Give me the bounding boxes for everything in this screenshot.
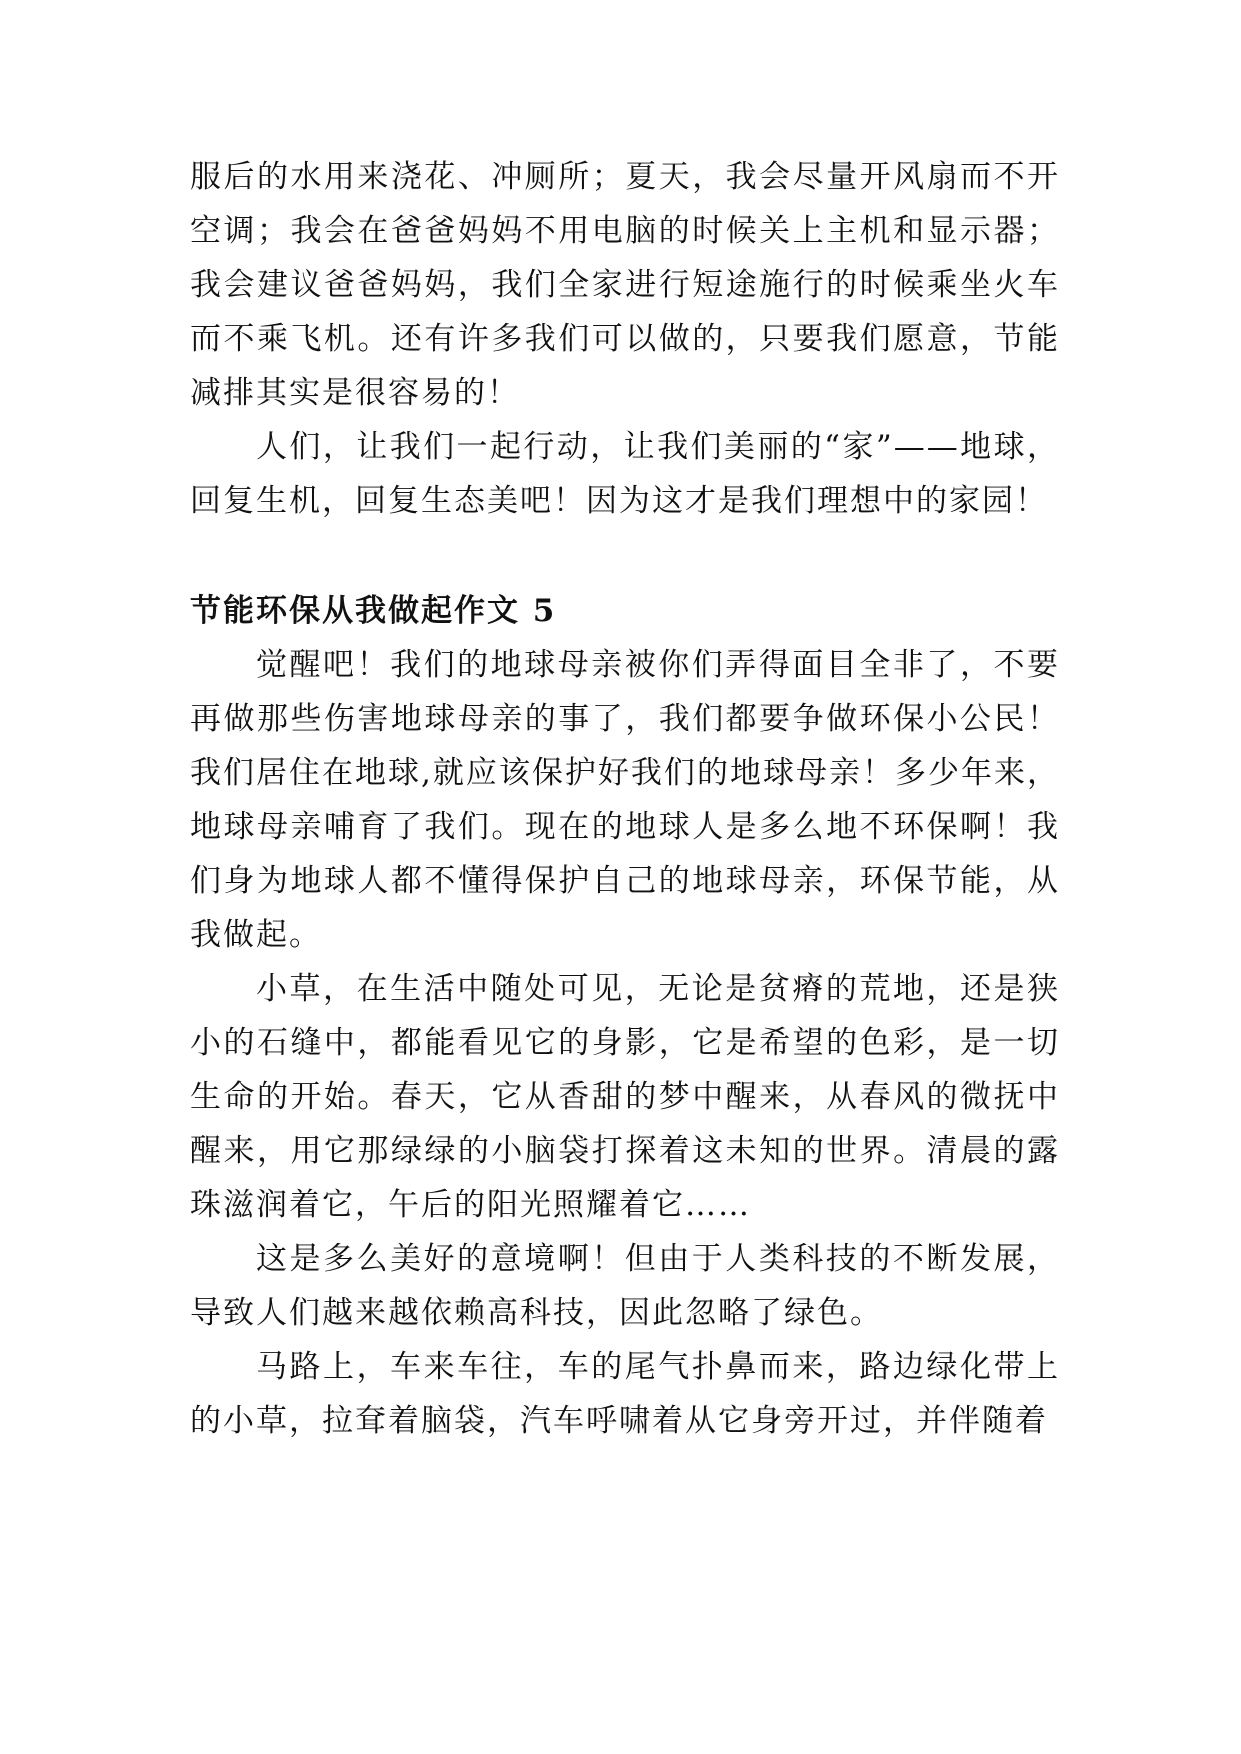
paragraph-technology: 这是多么美好的意境啊！但由于人类科技的不断发展，导致人们越来越依赖高科技，因此忽略了绿色。 xyxy=(190,1241,1060,1331)
paragraph-grass: 小草，在生活中随处可见，无论是贫瘠的荒地，还是狭小的石缝中，都能看见它的身影，它是希望的色彩，是一切生命的开始。春天，它从香甜的梦中醒来，从春风的微抚中醒来，用它那绿绿的小脑袋打探着这未知的世界。清晨的露珠滋润着它，午后的阳光照耀着它…… xyxy=(190,971,1060,1223)
paragraph-continued: 服后的水用来浇花、冲厕所；夏天，我会尽量开风扇而不开空调；我会在爸爸妈妈不用电脑的时候关上主机和显示器；我会建议爸爸妈妈，我们全家进行短途施行的时候乘坐火车而不乘飞机。还有许多我们可以做的，只要我们愿意，节能减排其实是很容易的！ xyxy=(190,159,1060,411)
document-body xyxy=(190,150,1060,1448)
paragraph-awaken: 觉醒吧！我们的地球母亲被你们弄得面目全非了，不要再做那些伤害地球母亲的事了，我们都要争做环保小公民！我们居住在地球,就应该保护好我们的地球母亲！多少年来，地球母亲哺育了我们。现在的地球人是多么地不环保啊！我们身为地球人都不懂得保护自己的地球母亲，环保节能，从我做起。 xyxy=(190,647,1060,953)
paragraph-call-to-action: 人们，让我们一起行动，让我们美丽的“家”——地球，回复生机，回复生态美吧！因为这才是我们理想中的家园！ xyxy=(190,429,1060,519)
paragraph-road: 马路上，车来车往，车的尾气扑鼻而来，路边绿化带上的小草，拉耷着脑袋，汽车呼啸着从它身旁开过，并伴随着 xyxy=(190,1349,1060,1439)
section-heading: 节能环保从我做起作文 5 xyxy=(190,593,557,629)
